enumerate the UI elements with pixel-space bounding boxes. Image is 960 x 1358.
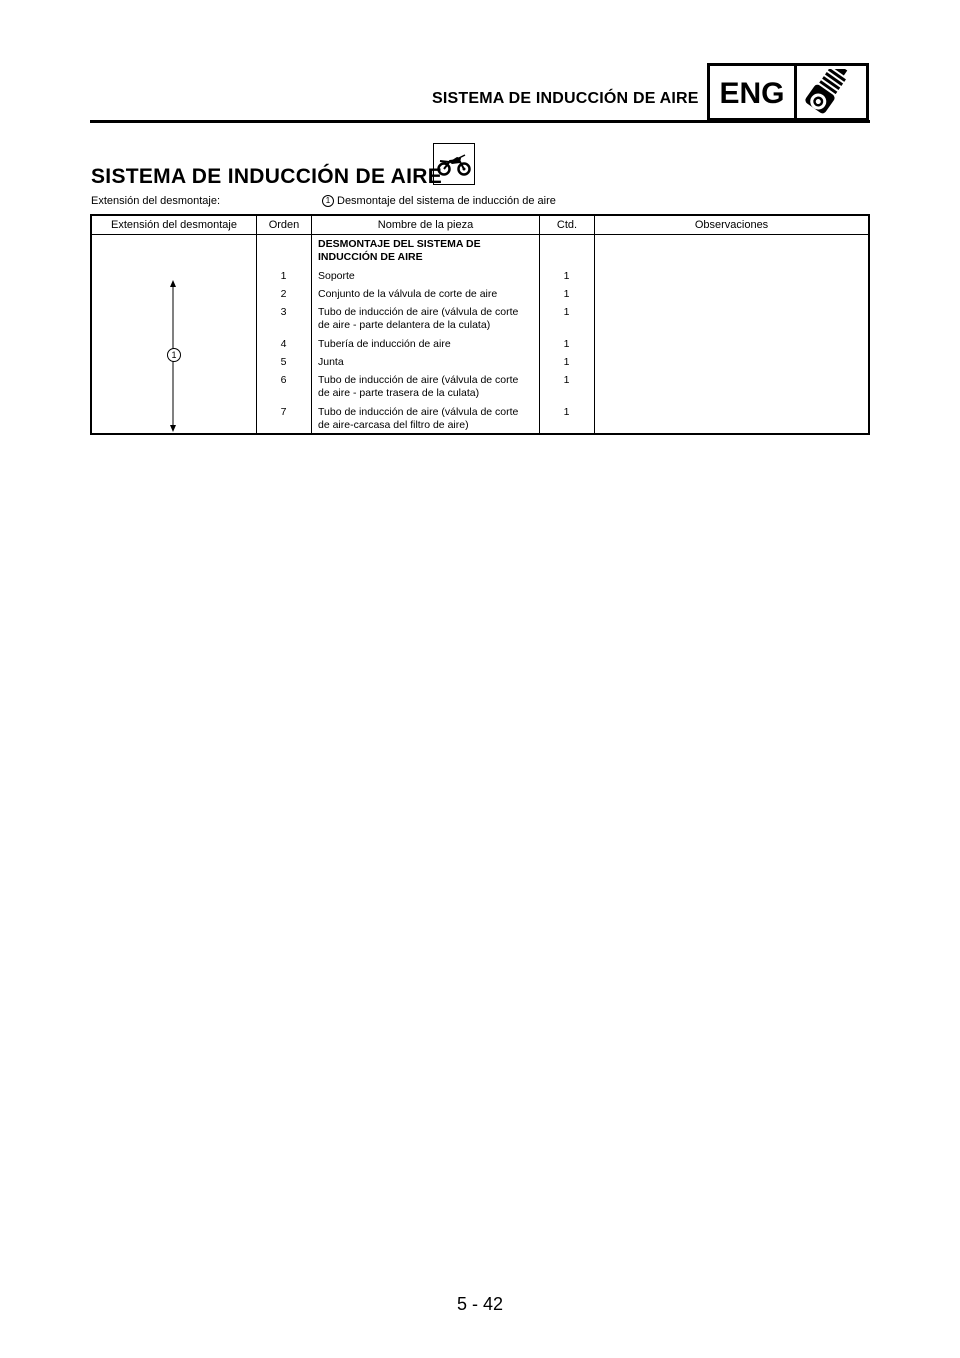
row-order: 7: [280, 406, 287, 418]
extent-marker: 1: [322, 195, 334, 207]
section-title: SISTEMA DE INDUCCIÓN DE AIRE: [91, 165, 443, 188]
column-divider: [594, 216, 595, 433]
eng-badge: [707, 63, 869, 121]
header-notes: Observaciones: [694, 219, 769, 231]
row-qty: 1: [563, 356, 570, 368]
header-title: SISTEMA DE INDUCCIÓN DE AIRE: [432, 90, 699, 107]
extent-description: [322, 195, 556, 207]
row-name: Tubo de inducción de aire (válvula de corte: [318, 374, 519, 386]
extent-description-text: Desmontaje del sistema de inducción de aire: [337, 195, 556, 207]
row-name: Junta: [318, 356, 344, 368]
extent-arrow: [162, 280, 186, 432]
row-name-cont: de aire-carcasa del filtro de aire): [318, 419, 469, 431]
disassembly-table: [90, 214, 870, 435]
row-name: Conjunto de la válvula de corte de aire: [318, 288, 498, 300]
row-qty: 1: [563, 338, 570, 350]
row-name: Tubo de inducción de aire (válvula de corte: [318, 306, 519, 318]
row-qty: 1: [563, 270, 570, 282]
row-order: 5: [280, 356, 287, 368]
row-order: 1: [280, 270, 287, 282]
arrow-marker: 1: [167, 348, 181, 362]
column-divider: [256, 216, 257, 433]
row-qty: 1: [563, 288, 570, 300]
header-extent: Extensión del desmontaje: [111, 219, 237, 231]
row-name-cont: de aire - parte delantera de la culata): [318, 319, 491, 331]
header-order: Orden: [268, 219, 300, 231]
eng-badge-divider: [794, 66, 797, 118]
row-order: 2: [280, 288, 287, 300]
motorcycle-icon: [437, 152, 471, 176]
row-qty: 1: [563, 306, 570, 318]
eng-badge-label: ENG: [719, 77, 785, 110]
page-number: 5 - 42: [456, 1294, 504, 1314]
group-title-line1: DESMONTAJE DEL SISTEMA DE: [318, 238, 481, 250]
row-order: 4: [280, 338, 287, 350]
extent-label: Extensión del desmontaje:: [91, 195, 221, 207]
row-qty: 1: [563, 406, 570, 418]
row-name: Tubo de inducción de aire (válvula de corte: [318, 406, 519, 418]
row-name: Soporte: [318, 270, 355, 282]
column-divider: [311, 216, 312, 433]
header-name: Nombre de la pieza: [377, 219, 474, 231]
row-name: Tubería de inducción de aire: [318, 338, 451, 350]
motorcycle-icon-box: [433, 143, 475, 185]
row-qty: 1: [563, 374, 570, 386]
group-title-line2: INDUCCIÓN DE AIRE: [318, 251, 423, 263]
row-order: 6: [280, 374, 287, 386]
header-divider: [92, 234, 868, 235]
header-qty: Ctd.: [556, 219, 578, 231]
spark-plug-icon: [802, 69, 866, 117]
column-divider: [539, 216, 540, 433]
row-order: 3: [280, 306, 287, 318]
row-name-cont: de aire - parte trasera de la culata): [318, 387, 480, 399]
